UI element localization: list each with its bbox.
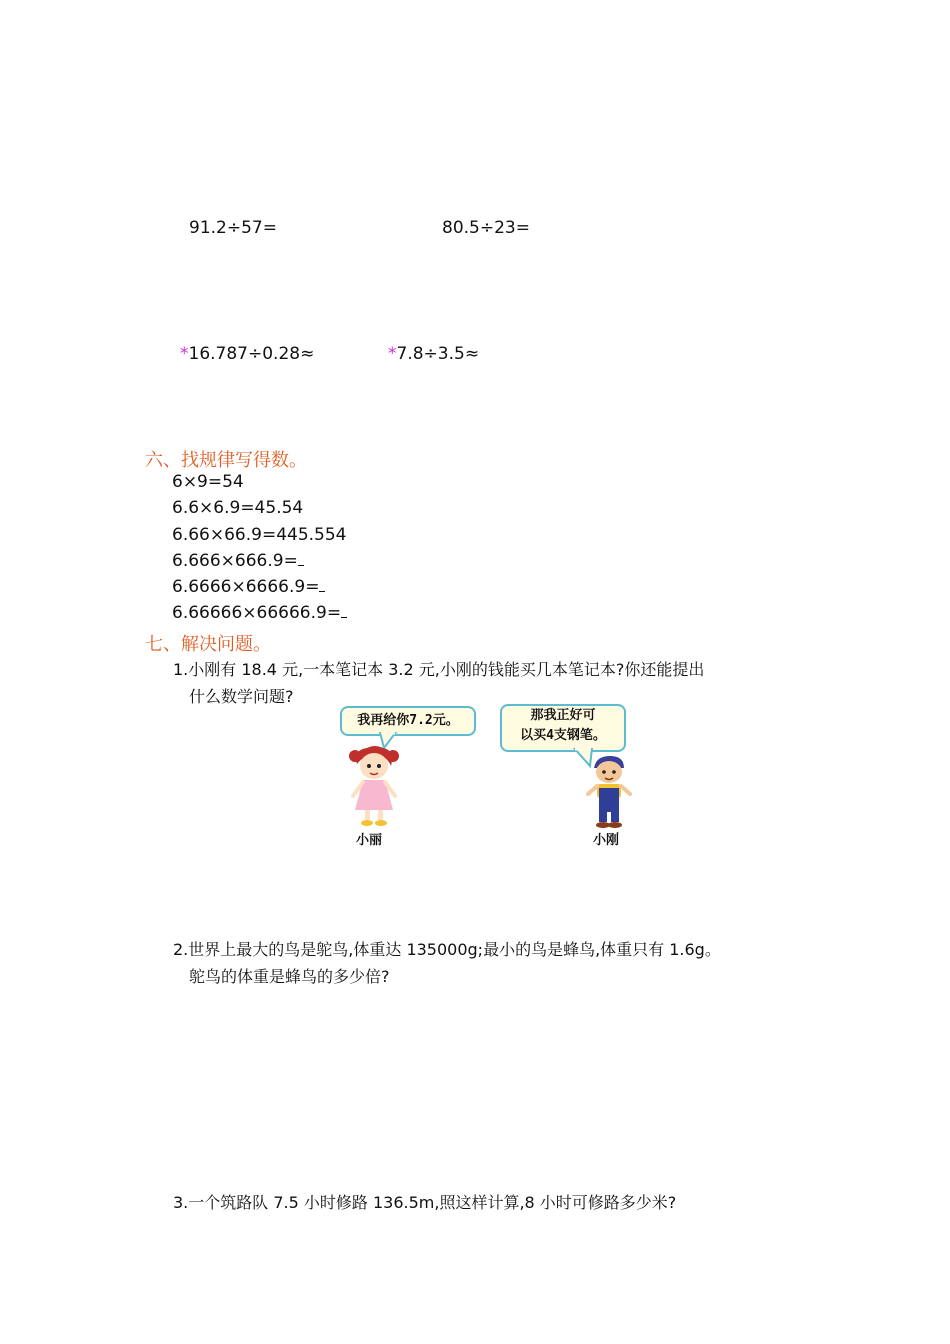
speech-bubble-right-line-1: 那我正好可 — [530, 708, 596, 723]
question-3-line-1: 3.一个筑路队 7.5 小时修路 136.5m,照这样计算,8 小时可修路多少米? — [173, 1193, 677, 1212]
answer-blank[interactable] — [319, 577, 325, 592]
calc-problem-3 — [180, 344, 314, 364]
pattern-line-text: 6.666×666.9= — [172, 551, 298, 571]
question-1-line-2: 什么数学问题? — [189, 687, 294, 706]
pattern-line-text: 6.66666×66666.9= — [172, 603, 342, 623]
girl-name-label: 小丽 — [356, 833, 383, 848]
calc-problem-4 — [388, 344, 479, 364]
star-mark: * — [388, 344, 397, 364]
pattern-line: 6×9=54 — [172, 472, 244, 492]
pattern-line-blank — [172, 603, 347, 623]
section-6-heading: 六、找规律写得数。 — [145, 450, 307, 471]
speech-bubble-right-line-2: 以买4支钢笔。 — [520, 728, 606, 743]
answer-blank[interactable] — [341, 603, 347, 618]
calc-problem-4-text: 7.8÷3.5≈ — [396, 344, 480, 364]
speech-bubble-right — [500, 704, 626, 752]
question-2-line-2: 鸵鸟的体重是蜂鸟的多少倍? — [189, 967, 390, 986]
calc-problem-1: 91.2÷57= — [189, 218, 277, 238]
section-7-heading: 七、解决问题。 — [145, 634, 271, 655]
calc-problem-2: 80.5÷23= — [442, 218, 530, 238]
calc-problem-3-text: 16.787÷0.28≈ — [188, 344, 315, 364]
question-1-line-1: 1.小刚有 18.4 元,一本笔记本 3.2 元,小刚的钱能买几本笔记本?你还能提出 — [173, 660, 705, 679]
pattern-line-blank — [172, 551, 304, 571]
pattern-line: 6.6×6.9=45.54 — [172, 498, 304, 518]
question-2-line-1: 2.世界上最大的鸟是鸵鸟,体重达 135000g;最小的鸟是蜂鸟,体重只有 1.6g。 — [173, 940, 721, 959]
speech-bubble-left — [340, 706, 476, 736]
answer-blank[interactable] — [298, 551, 304, 566]
girl-illustration — [345, 742, 405, 828]
pattern-line: 6.66×66.9=445.554 — [172, 525, 347, 545]
boy-name-label: 小刚 — [593, 833, 620, 848]
pattern-line-text: 6.6666×6666.9= — [172, 577, 320, 597]
pattern-line-blank — [172, 577, 325, 597]
star-mark: * — [180, 344, 189, 364]
boy-illustration — [580, 754, 638, 830]
speech-bubble-left-text: 我再给你7.2元。 — [357, 713, 459, 728]
